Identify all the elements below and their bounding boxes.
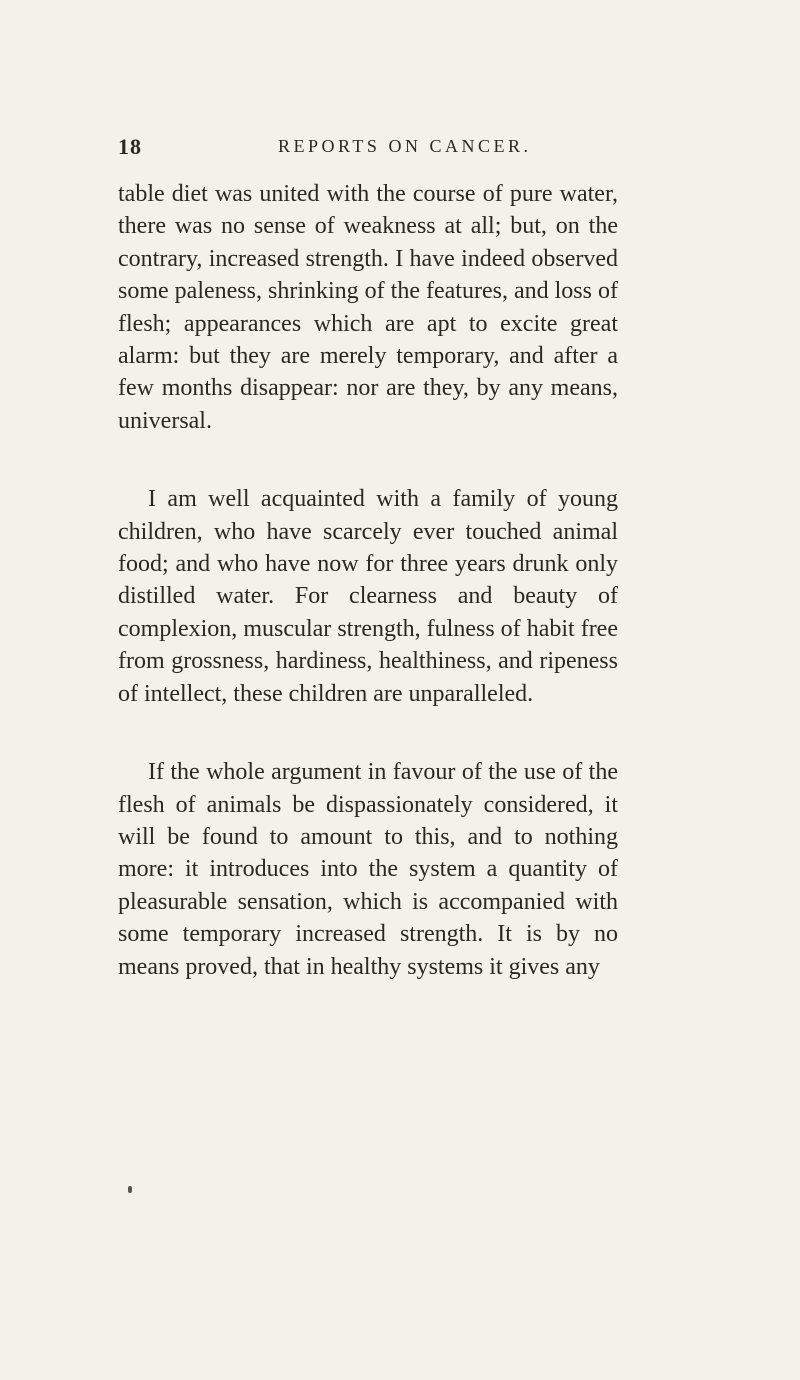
running-head (118, 134, 618, 166)
body-text (118, 178, 618, 983)
paragraph-3: If the whole argument in favour of the use of the flesh of animals be dispassionately considered, it will be found to amount to this, and to nothing more: it introduces into the system a quantity of pleasurable sensation, which is accompanied with some temporary increased strength. It is by no means proved, that in healthy systems it gives any (118, 759, 618, 980)
running-title: REPORTS ON CANCER. (278, 136, 532, 156)
page-number: 18 (118, 134, 142, 159)
paragraph-2: I am well acquainted with a family of young children, who have scarcely ever touched animal food; and who have now for three years drunk only distilled water. For clearness and beauty of complexion, muscular strength, fulness of habit free from grossness, hardiness, healthiness, and ripeness of intellect, these children are unparalleled. (118, 486, 618, 707)
print-speck (128, 1186, 132, 1193)
paragraph-1: table diet was united with the course of pure water, there was no sense of weakness at all; but, on the contrary, increased strength. I have indeed observed some paleness, shrinking of the features, and loss of flesh; appearances which are apt to excite great alarm: but they are merely temporary, and after a few months disappear: nor are they, by any means, universal. (118, 181, 618, 434)
